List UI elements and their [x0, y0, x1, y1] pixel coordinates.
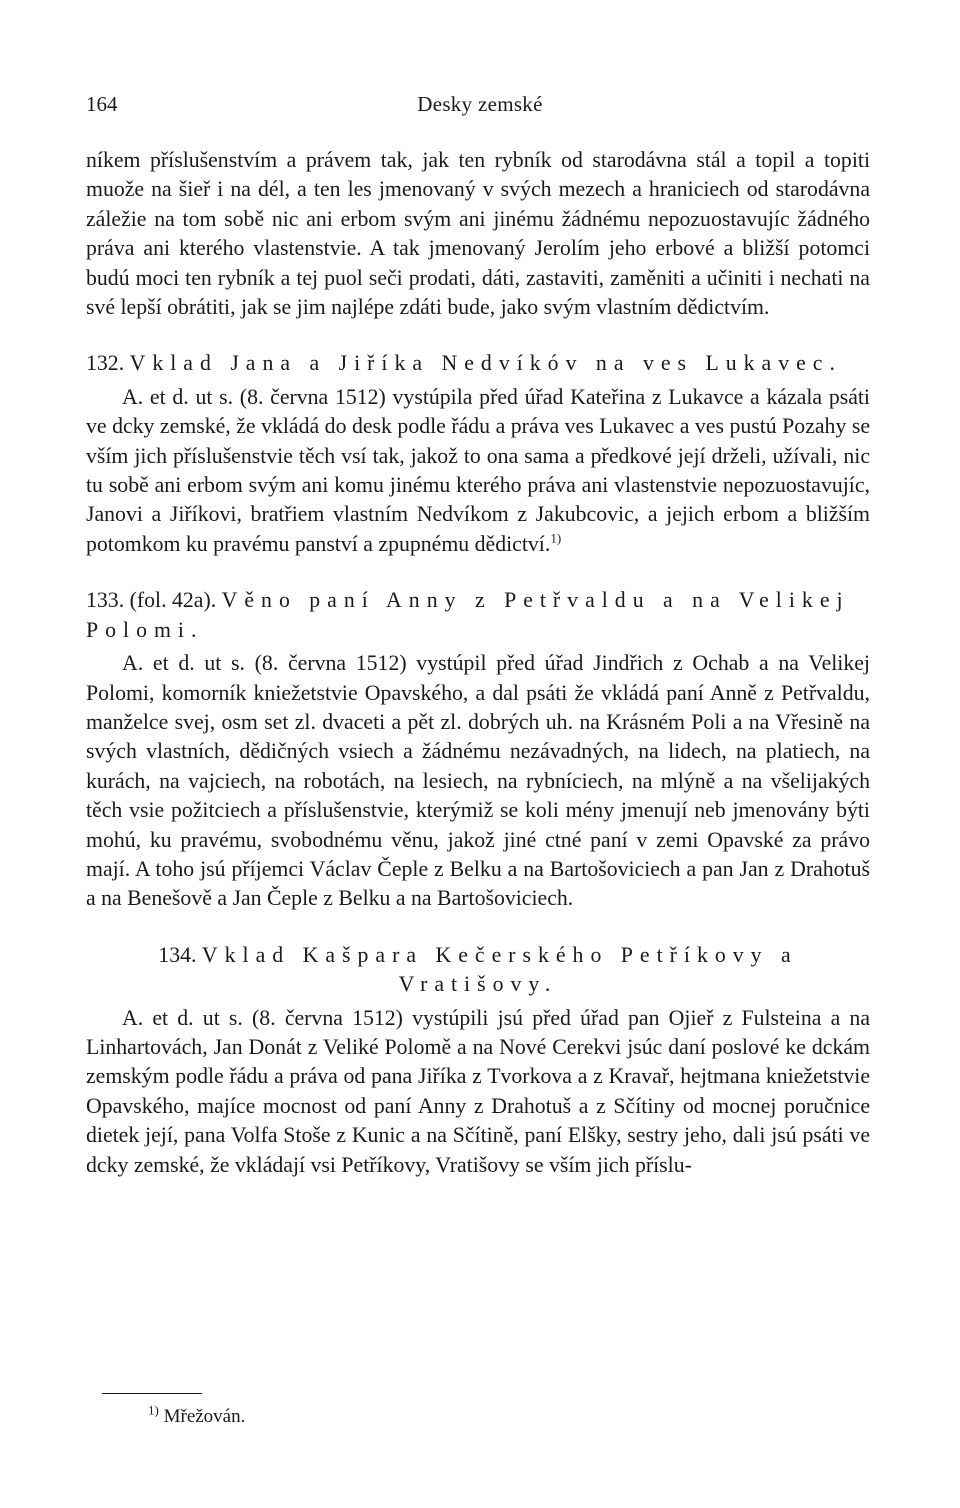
entry-133-text: A. et d. ut s. (8. června 1512) vystúpil před úřad Jindřich z Ochab a na Velikej Polomi, komorník kniežetstvie Opavského, a dal psáti že vkládá paní Anně z Petřvaldu, manželce svej, osm set zl. dvaceti a pět zl. dobrých uh. na Krásném Poli a na Vřesině na svých vlastních, dědičných vsiech a žádnému nezávadných, na lidech, na platiech, na kurách, na vajciech, na robotách, na lesiech, na rybníciech, na mlýně a na všelijakých těch vsie požitciech a příslušenstvie, kterýmiž se koli mény jmenují neb jmenovány býti mohú, ku pravému, svobodnému věnu, jakož jiné ctné paní v zemi Opavské za právo mají. A toho jsú příjemci Václav Čeple z Belku a na Bartošoviciech a pan Jan z Drahotuš a na Benešově a Jan Čeple z Belku a na Bartošoviciech. [86, 651, 870, 911]
footnote [148, 1402, 246, 1428]
running-head: Desky zemské [417, 92, 543, 116]
entry-132-text [86, 383, 870, 559]
entry-number: 133. [86, 588, 125, 613]
page-number: 164 [86, 92, 118, 116]
entry-folio: (fol. 42a). [129, 588, 217, 613]
footnote-rule [102, 1393, 202, 1394]
opening-paragraph: níkem příslušenstvím a právem tak, jak ten rybník od starodávna stál a topil a topiti muože na šieř i na dél, a ten les jmenovaný v svých mezech a hraniciech od starodávna záležie na tom sobě nic ani erbom svým ani jinému žádnému nepozuostavujíc žádného práva ani kterého vlastenstvie. A tak jmenovaný Jerolím jeho erbové a bližší potomci budú moci ten rybník a tej puol seči prodati, dáti, zastaviti, zaměniti a učiniti i nechati na své lepší obrátiti, jak se jim najlépe zdáti bude, jako svým vlastním dědictvím. [86, 148, 870, 320]
entry-134-heading [86, 941, 870, 1000]
footnote-mark: 1) [148, 1402, 159, 1418]
footnote-text: Mřežován. [163, 1406, 246, 1427]
footnote-reference: 1) [550, 530, 562, 546]
entry-number: 132. [86, 351, 125, 376]
entry-body: A. et d. ut s. (8. června 1512) vystúpila před úřad Kateřina z Lukavce a kázala psáti ve dcky zemské, že vkládá do desk podle řádu a práva ves Lukavec a ves pustú Pozahy se vším jich příslušenstvie těch vsí tak, jakož to ona sama a předkové její drželi, užívali, nic tu sobě ani erbom svým ani komu jinému kterého práva ani vlastenstvie nepozuostavujíc, Janovi a Jiříkovi, bratřiem vlastním Nedvíkom z Jakubcovic, a jejich erbom a bližším potomkom ku pravému panství a zpupnému dědictví. [86, 384, 870, 556]
body-text [86, 146, 870, 1180]
entry-title: Vklad Kašpara Kečerského Petříkovy a Vratišovy. [201, 942, 798, 997]
entry-title: Věno paní Anny z Petřvaldu a na Velikej Polomi. [86, 588, 850, 642]
entry-title: Vklad Jana a Jiříka Nedvíkóv na ves Lukavec. [129, 351, 842, 376]
entry-133-heading [86, 586, 870, 645]
entry-134-text: A. et d. ut s. (8. června 1512) vystúpili jsú před úřad pan Ojieř z Fulsteina a na Linhartovách, Jan Donát z Veliké Polomě a na Nové Cerekvi jsúc daní poslové ke dckám zemským podle řádu a práva od pana Jiříka z Tvorkova a z Kravař, hejtmana kniežetstvie Opavského, majíce mocnost od paní Anny z Drahotuš a z Sčítiny od mocnej poručnice dietek její, pana Volfa Stoše z Kunic a na Sčítině, paní Elšky, sestry jeho, dali jsú psáti ve dcky zemské, že vkládají vsi Petříkovy, Vratišovy se vším jich příslu- [86, 1005, 870, 1177]
entry-number: 134. [158, 942, 197, 967]
page-header [0, 92, 960, 122]
entry-132-heading [86, 349, 870, 378]
